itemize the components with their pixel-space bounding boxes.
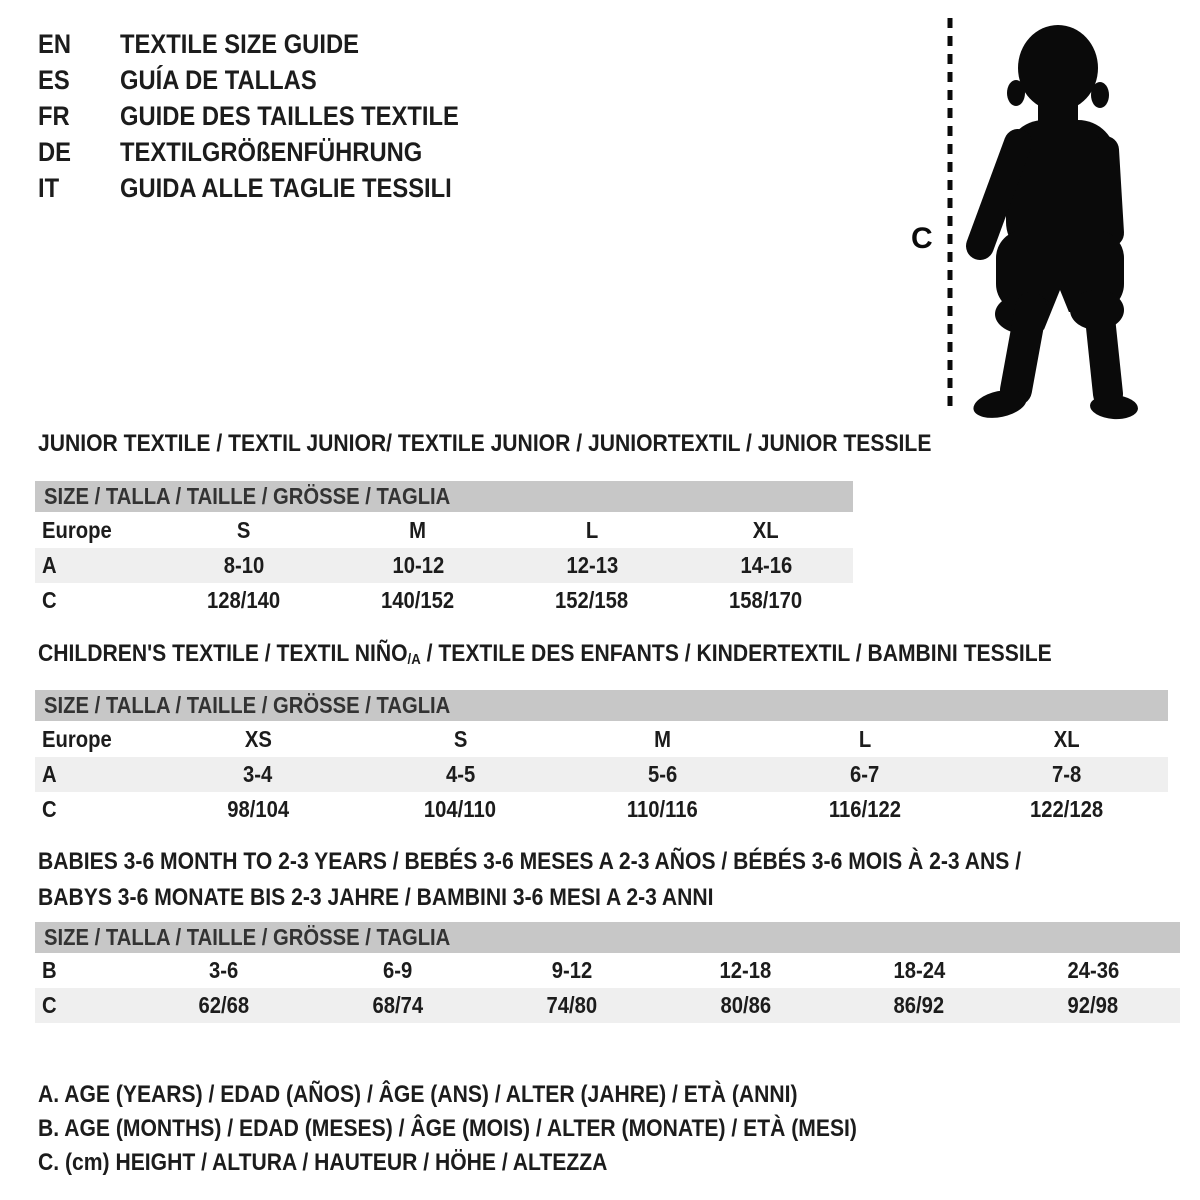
row-label: C — [42, 796, 57, 822]
age-value: 7-8 — [1052, 761, 1082, 787]
lang-row-en — [38, 26, 505, 62]
height-value: 122/128 — [1030, 796, 1104, 822]
legend-a-text: A. AGE (YEARS) / EDAD (AÑOS) / ÂGE (ANS) / ALTER (JAHRE) / ETÀ (ANNI) — [38, 1081, 798, 1108]
lang-title-en: TEXTILE SIZE GUIDE — [120, 28, 359, 59]
size-value: M — [409, 516, 427, 543]
lang-title-it: GUIDA ALLE TAGLIE TESSILI — [120, 172, 452, 203]
age-value: 8-10 — [223, 552, 265, 578]
table-row — [35, 512, 853, 548]
children-title-sub: /A — [407, 651, 421, 668]
lang-code-es: ES — [38, 64, 70, 95]
age-value: 24-36 — [1067, 957, 1119, 983]
lang-title-fr: GUIDE DES TAILLES TEXTILE — [120, 100, 459, 131]
age-value: 5-6 — [647, 761, 678, 787]
height-value: 68/74 — [372, 992, 424, 1018]
height-measure-figure — [903, 8, 1158, 420]
age-value: 9-12 — [551, 957, 592, 983]
age-value: 10-12 — [392, 552, 444, 578]
babies-title-line1-text: BABIES 3-6 MONTH TO 2-3 YEARS / BEBÉS 3-6 MESES A 2-3 AÑOS / BÉBÉS 3-6 MOIS À 2-3 ANS / — [38, 848, 1022, 875]
language-title-list — [38, 26, 505, 206]
age-value: 12-18 — [719, 957, 772, 983]
legend-line-a — [38, 1078, 969, 1112]
age-value: 3-6 — [209, 957, 239, 983]
row-label: B — [42, 957, 57, 983]
legend — [38, 1078, 969, 1180]
height-value: 80/86 — [720, 992, 771, 1018]
table-row — [35, 792, 1168, 827]
row-label: C — [42, 992, 57, 1018]
junior-section-title — [38, 430, 1053, 458]
height-value: 158/170 — [729, 587, 803, 613]
table-row — [35, 988, 1180, 1023]
height-value: 86/92 — [893, 992, 945, 1018]
table-row — [35, 583, 853, 618]
lang-row-it — [38, 170, 505, 206]
age-value: 4-5 — [445, 761, 475, 787]
toddler-silhouette-icon — [971, 25, 1139, 420]
babies-title-line2-text: BABYS 3-6 MONATE BIS 2-3 JAHRE / BAMBINI 3-6 MESI A 2-3 ANNI — [38, 884, 714, 911]
size-value: L — [585, 516, 599, 543]
children-section-title-text — [38, 640, 1052, 671]
height-value: 74/80 — [546, 992, 597, 1018]
height-value: 116/122 — [828, 796, 901, 822]
lang-code-fr: FR — [38, 100, 70, 131]
age-value: 14-16 — [740, 552, 792, 578]
table-row — [35, 953, 1180, 988]
children-title-before: CHILDREN'S TEXTILE / TEXTIL NIÑO — [38, 640, 408, 667]
height-value: 110/116 — [627, 796, 698, 822]
junior-size-header-band — [35, 481, 853, 512]
babies-size-table — [35, 922, 1180, 1023]
height-value: 152/158 — [555, 587, 629, 613]
size-value: M — [654, 725, 671, 752]
babies-size-header-text: SIZE / TALLA / TAILLE / GRÖSSE / TAGLIA — [44, 924, 451, 950]
row-label: A — [42, 761, 57, 787]
height-value: 62/68 — [198, 992, 250, 1018]
legend-c-text: C. (cm) HEIGHT / ALTURA / HAUTEUR / HÖHE / ALTEZZA — [38, 1149, 608, 1176]
children-section-title — [38, 640, 1190, 671]
lang-code-en: EN — [38, 28, 72, 59]
age-value: 6-9 — [383, 957, 413, 983]
lang-code-de: DE — [38, 136, 72, 167]
children-size-header-band — [35, 690, 1168, 721]
children-size-header-text: SIZE / TALLA / TAILLE / GRÖSSE / TAGLIA — [44, 692, 451, 718]
size-value: XL — [1053, 725, 1080, 752]
height-value: 128/140 — [207, 587, 281, 613]
junior-size-header-text: SIZE / TALLA / TAILLE / GRÖSSE / TAGLIA — [44, 483, 451, 509]
age-value: 6-7 — [850, 761, 880, 787]
table-row — [35, 757, 1168, 792]
size-value: L — [858, 725, 871, 752]
size-value: S — [453, 725, 468, 752]
legend-line-b — [38, 1112, 969, 1146]
size-value: XL — [753, 516, 779, 543]
lang-row-de — [38, 134, 505, 170]
children-size-table — [35, 690, 1168, 827]
legend-line-c — [38, 1146, 969, 1180]
age-value: 12-13 — [566, 552, 618, 578]
babies-section-title-line2 — [38, 884, 806, 912]
height-value: 140/152 — [381, 587, 455, 613]
lang-row-es — [38, 62, 505, 98]
age-value: 18-24 — [893, 957, 946, 983]
row-label: A — [42, 552, 57, 578]
row-label: Europe — [42, 725, 112, 752]
junior-section-title-text: JUNIOR TEXTILE / TEXTIL JUNIOR/ TEXTILE JUNIOR / JUNIORTEXTIL / JUNIOR TESSILE — [38, 430, 932, 457]
junior-size-table — [35, 481, 853, 618]
height-value: 98/104 — [227, 796, 290, 822]
table-row — [35, 721, 1168, 757]
legend-b-text: B. AGE (MONTHS) / EDAD (MESES) / ÂGE (MOIS) / ALTER (MONATE) / ETÀ (MESI) — [38, 1115, 857, 1142]
lang-code-it: IT — [38, 172, 60, 203]
babies-size-header-band — [35, 922, 1180, 953]
row-label: C — [42, 587, 57, 613]
children-title-after: / TEXTILE DES ENFANTS / KINDERTEXTIL / BAMBINI TESSILE — [420, 640, 1052, 667]
size-value: XS — [244, 725, 272, 752]
size-value: S — [237, 516, 251, 543]
lang-title-es: GUÍA DE TALLAS — [120, 64, 317, 95]
table-row — [35, 548, 853, 583]
lang-title-de: TEXTILGRÖßENFÜHRUNG — [120, 136, 423, 167]
age-value: 3-4 — [243, 761, 273, 787]
height-value: 92/98 — [1067, 992, 1119, 1018]
height-label-c: C — [911, 222, 933, 255]
row-label: Europe — [42, 516, 112, 543]
height-value: 104/110 — [424, 796, 497, 822]
lang-row-fr — [38, 98, 505, 134]
babies-section-title-line1 — [38, 848, 1155, 876]
